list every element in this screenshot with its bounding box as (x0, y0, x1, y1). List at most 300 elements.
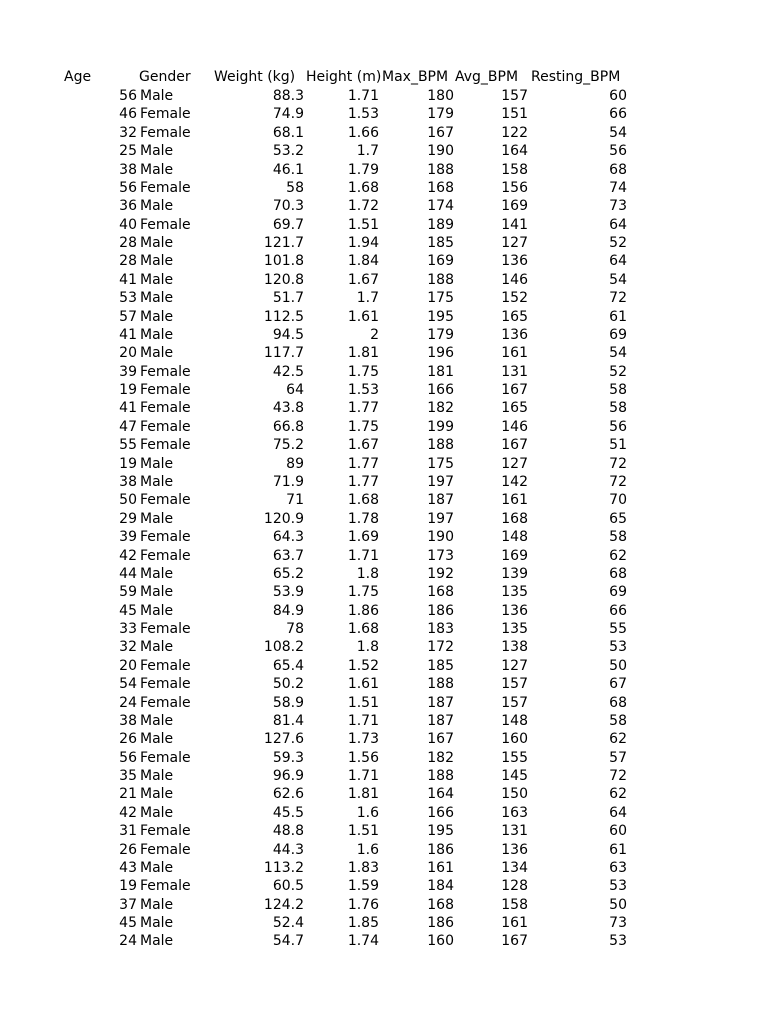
table-row (0, 436, 768, 454)
cell-weight: 84.9 (272, 602, 304, 619)
table-row (0, 841, 768, 859)
cell-resting-bpm: 68 (609, 161, 627, 178)
cell-max-bpm: 160 (427, 933, 454, 950)
table-row (0, 767, 768, 785)
cell-max-bpm: 188 (427, 437, 454, 454)
cell-resting-bpm: 50 (609, 896, 627, 913)
cell-avg-bpm: 167 (501, 933, 528, 950)
cell-avg-bpm: 167 (501, 437, 528, 454)
table-row (0, 657, 768, 675)
cell-gender: Male (140, 235, 174, 252)
cell-height: 1.68 (347, 179, 379, 196)
cell-max-bpm: 187 (427, 712, 454, 729)
table-row (0, 528, 768, 546)
cell-max-bpm: 188 (427, 271, 454, 288)
cell-weight: 94.5 (272, 326, 304, 343)
cell-age: 33 (119, 621, 137, 638)
cell-height: 1.74 (347, 933, 379, 950)
cell-weight: 52.4 (272, 915, 304, 932)
cell-resting-bpm: 69 (609, 584, 627, 601)
table-row (0, 473, 768, 491)
cell-height: 1.56 (347, 749, 379, 766)
cell-resting-bpm: 52 (609, 235, 627, 252)
cell-height: 1.6 (356, 804, 379, 821)
cell-avg-bpm: 161 (501, 915, 528, 932)
table-row (0, 418, 768, 436)
cell-gender: Male (140, 859, 174, 876)
cell-height: 1.94 (347, 235, 379, 252)
cell-resting-bpm: 70 (609, 492, 627, 509)
cell-weight: 101.8 (263, 253, 304, 270)
cell-gender: Female (140, 547, 191, 564)
cell-avg-bpm: 157 (501, 694, 528, 711)
cell-avg-bpm: 122 (501, 124, 528, 141)
cell-resting-bpm: 58 (609, 400, 627, 417)
cell-height: 1.71 (347, 547, 379, 564)
cell-gender: Male (140, 731, 174, 748)
cell-resting-bpm: 54 (609, 271, 627, 288)
cell-max-bpm: 166 (427, 804, 454, 821)
table-row (0, 252, 768, 270)
cell-gender: Male (140, 602, 174, 619)
cell-height: 1.67 (347, 437, 379, 454)
cell-weight: 124.2 (263, 896, 304, 913)
cell-max-bpm: 161 (427, 859, 454, 876)
cell-weight: 54.7 (272, 933, 304, 950)
cell-gender: Female (140, 621, 191, 638)
cell-max-bpm: 187 (427, 694, 454, 711)
cell-max-bpm: 185 (427, 657, 454, 674)
table-row (0, 602, 768, 620)
cell-weight: 64.3 (272, 529, 304, 546)
cell-gender: Male (140, 804, 174, 821)
table-row (0, 914, 768, 932)
cell-age: 26 (119, 841, 137, 858)
cell-resting-bpm: 56 (609, 418, 627, 435)
cell-weight: 66.8 (272, 418, 304, 435)
cell-gender: Female (140, 179, 191, 196)
cell-age: 50 (119, 492, 137, 509)
cell-height: 1.77 (347, 400, 379, 417)
cell-height: 1.6 (356, 841, 379, 858)
cell-height: 1.84 (347, 253, 379, 270)
cell-height: 1.7 (356, 143, 379, 160)
cell-avg-bpm: 161 (501, 492, 528, 509)
table-row (0, 822, 768, 840)
cell-gender: Female (140, 216, 191, 233)
header-max-bpm: Max_BPM (382, 69, 449, 85)
cell-age: 38 (119, 712, 137, 729)
cell-gender: Female (140, 749, 191, 766)
cell-avg-bpm: 146 (501, 271, 528, 288)
cell-avg-bpm: 146 (501, 418, 528, 435)
cell-max-bpm: 186 (427, 915, 454, 932)
cell-resting-bpm: 73 (609, 915, 627, 932)
cell-max-bpm: 166 (427, 382, 454, 399)
cell-max-bpm: 169 (427, 253, 454, 270)
cell-gender: Female (140, 382, 191, 399)
cell-height: 1.75 (347, 418, 379, 435)
cell-gender: Male (140, 345, 174, 362)
cell-age: 20 (119, 657, 137, 674)
cell-resting-bpm: 53 (609, 933, 627, 950)
cell-max-bpm: 186 (427, 602, 454, 619)
table-row (0, 399, 768, 417)
cell-resting-bpm: 58 (609, 529, 627, 546)
cell-resting-bpm: 62 (609, 731, 627, 748)
table-row (0, 510, 768, 528)
cell-gender: Female (140, 124, 191, 141)
cell-height: 1.83 (347, 859, 379, 876)
cell-resting-bpm: 61 (609, 308, 627, 325)
cell-age: 56 (119, 179, 137, 196)
cell-resting-bpm: 65 (609, 510, 627, 527)
cell-age: 26 (119, 731, 137, 748)
cell-height: 2 (370, 326, 379, 343)
cell-resting-bpm: 53 (609, 878, 627, 895)
cell-gender: Male (140, 455, 174, 472)
table-row (0, 638, 768, 656)
cell-max-bpm: 179 (427, 106, 454, 123)
table-row (0, 455, 768, 473)
cell-gender: Male (140, 143, 174, 160)
cell-height: 1.77 (347, 455, 379, 472)
cell-avg-bpm: 131 (501, 363, 528, 380)
cell-age: 56 (119, 749, 137, 766)
cell-age: 35 (119, 768, 137, 785)
table-row (0, 142, 768, 160)
cell-height: 1.71 (347, 768, 379, 785)
cell-height: 1.79 (347, 161, 379, 178)
cell-gender: Female (140, 878, 191, 895)
cell-avg-bpm: 157 (501, 676, 528, 693)
cell-avg-bpm: 142 (501, 473, 528, 490)
cell-resting-bpm: 63 (609, 859, 627, 876)
cell-age: 19 (119, 455, 137, 472)
cell-weight: 69.7 (272, 216, 304, 233)
cell-resting-bpm: 66 (609, 602, 627, 619)
cell-resting-bpm: 73 (609, 198, 627, 215)
cell-avg-bpm: 136 (501, 841, 528, 858)
table-row (0, 877, 768, 895)
cell-gender: Male (140, 786, 174, 803)
cell-avg-bpm: 128 (501, 878, 528, 895)
cell-avg-bpm: 160 (501, 731, 528, 748)
cell-height: 1.7 (356, 290, 379, 307)
table-row (0, 491, 768, 509)
cell-resting-bpm: 57 (609, 749, 627, 766)
cell-max-bpm: 182 (427, 400, 454, 417)
cell-max-bpm: 167 (427, 731, 454, 748)
cell-weight: 120.9 (263, 510, 304, 527)
cell-avg-bpm: 163 (501, 804, 528, 821)
table-row (0, 785, 768, 803)
cell-weight: 68.1 (272, 124, 304, 141)
cell-gender: Female (140, 106, 191, 123)
cell-max-bpm: 195 (427, 823, 454, 840)
cell-max-bpm: 175 (427, 290, 454, 307)
cell-gender: Female (140, 363, 191, 380)
cell-height: 1.67 (347, 271, 379, 288)
cell-avg-bpm: 136 (501, 602, 528, 619)
cell-resting-bpm: 64 (609, 216, 627, 233)
cell-height: 1.71 (347, 712, 379, 729)
cell-weight: 62.6 (272, 786, 304, 803)
cell-age: 39 (119, 363, 137, 380)
cell-resting-bpm: 54 (609, 124, 627, 141)
cell-gender: Male (140, 308, 174, 325)
cell-gender: Female (140, 841, 191, 858)
cell-resting-bpm: 56 (609, 143, 627, 160)
cell-avg-bpm: 165 (501, 308, 528, 325)
cell-age: 53 (119, 290, 137, 307)
cell-height: 1.81 (347, 786, 379, 803)
cell-avg-bpm: 156 (501, 179, 528, 196)
cell-avg-bpm: 145 (501, 768, 528, 785)
cell-height: 1.71 (347, 88, 379, 104)
cell-age: 19 (119, 878, 137, 895)
cell-gender: Male (140, 896, 174, 913)
cell-resting-bpm: 72 (609, 455, 627, 472)
table-row (0, 804, 768, 822)
table-row (0, 932, 768, 950)
cell-avg-bpm: 136 (501, 326, 528, 343)
cell-gender: Male (140, 290, 174, 307)
table-row (0, 547, 768, 565)
cell-weight: 58 (286, 179, 304, 196)
table-row (0, 583, 768, 601)
cell-height: 1.51 (347, 823, 379, 840)
cell-max-bpm: 168 (427, 179, 454, 196)
cell-max-bpm: 189 (427, 216, 454, 233)
cell-height: 1.61 (347, 676, 379, 693)
cell-weight: 89 (286, 455, 304, 472)
cell-gender: Male (140, 712, 174, 729)
cell-weight: 71 (286, 492, 304, 509)
cell-weight: 71.9 (272, 473, 304, 490)
cell-max-bpm: 197 (427, 510, 454, 527)
cell-avg-bpm: 131 (501, 823, 528, 840)
cell-weight: 48.8 (272, 823, 304, 840)
cell-resting-bpm: 72 (609, 290, 627, 307)
cell-max-bpm: 179 (427, 326, 454, 343)
cell-height: 1.66 (347, 124, 379, 141)
cell-gender: Male (140, 510, 174, 527)
cell-avg-bpm: 134 (501, 859, 528, 876)
cell-height: 1.75 (347, 363, 379, 380)
table-row (0, 161, 768, 179)
cell-resting-bpm: 72 (609, 473, 627, 490)
cell-max-bpm: 185 (427, 235, 454, 252)
cell-max-bpm: 186 (427, 841, 454, 858)
table-row (0, 289, 768, 307)
cell-gender: Female (140, 400, 191, 417)
table-row (0, 749, 768, 767)
cell-avg-bpm: 148 (501, 529, 528, 546)
cell-weight: 112.5 (263, 308, 304, 325)
cell-avg-bpm: 151 (501, 106, 528, 123)
cell-avg-bpm: 139 (501, 565, 528, 582)
cell-height: 1.85 (347, 915, 379, 932)
cell-age: 45 (119, 915, 137, 932)
cell-resting-bpm: 62 (609, 786, 627, 803)
table-row (0, 730, 768, 748)
cell-resting-bpm: 72 (609, 768, 627, 785)
cell-age: 21 (119, 786, 137, 803)
cell-age: 39 (119, 529, 137, 546)
cell-resting-bpm: 55 (609, 621, 627, 638)
cell-age: 57 (119, 308, 137, 325)
cell-age: 28 (119, 253, 137, 270)
cell-max-bpm: 192 (427, 565, 454, 582)
cell-weight: 108.2 (263, 639, 304, 656)
cell-avg-bpm: 150 (501, 786, 528, 803)
cell-resting-bpm: 51 (609, 437, 627, 454)
cell-gender: Male (140, 915, 174, 932)
cell-resting-bpm: 54 (609, 345, 627, 362)
cell-avg-bpm: 148 (501, 712, 528, 729)
table-row (0, 197, 768, 215)
table-row (0, 712, 768, 730)
cell-weight: 65.4 (272, 657, 304, 674)
table-row (0, 308, 768, 326)
cell-resting-bpm: 52 (609, 363, 627, 380)
cell-max-bpm: 181 (427, 363, 454, 380)
cell-max-bpm: 168 (427, 896, 454, 913)
cell-height: 1.53 (347, 106, 379, 123)
cell-resting-bpm: 64 (609, 253, 627, 270)
cell-weight: 65.2 (272, 565, 304, 582)
cell-age: 41 (119, 400, 137, 417)
cell-avg-bpm: 161 (501, 345, 528, 362)
cell-age: 24 (119, 933, 137, 950)
cell-gender: Male (140, 473, 174, 490)
cell-gender: Male (140, 639, 174, 656)
cell-resting-bpm: 69 (609, 326, 627, 343)
cell-height: 1.81 (347, 345, 379, 362)
table-row (0, 859, 768, 877)
cell-weight: 45.5 (272, 804, 304, 821)
cell-height: 1.78 (347, 510, 379, 527)
cell-avg-bpm: 127 (501, 455, 528, 472)
cell-resting-bpm: 66 (609, 106, 627, 123)
cell-avg-bpm: 158 (501, 896, 528, 913)
cell-avg-bpm: 169 (501, 547, 528, 564)
cell-max-bpm: 188 (427, 768, 454, 785)
cell-max-bpm: 168 (427, 584, 454, 601)
cell-height: 1.68 (347, 621, 379, 638)
cell-height: 1.51 (347, 216, 379, 233)
table-row (0, 87, 768, 105)
cell-avg-bpm: 141 (501, 216, 528, 233)
cell-gender: Male (140, 271, 174, 288)
cell-avg-bpm: 152 (501, 290, 528, 307)
cell-resting-bpm: 60 (609, 88, 627, 104)
cell-weight: 60.5 (272, 878, 304, 895)
cell-height: 1.73 (347, 731, 379, 748)
cell-max-bpm: 167 (427, 124, 454, 141)
cell-age: 20 (119, 345, 137, 362)
cell-max-bpm: 196 (427, 345, 454, 362)
cell-weight: 74.9 (272, 106, 304, 123)
cell-max-bpm: 187 (427, 492, 454, 509)
cell-height: 1.72 (347, 198, 379, 215)
cell-age: 37 (119, 896, 137, 913)
cell-age: 45 (119, 602, 137, 619)
cell-avg-bpm: 135 (501, 621, 528, 638)
cell-height: 1.59 (347, 878, 379, 895)
cell-age: 41 (119, 326, 137, 343)
cell-weight: 113.2 (263, 859, 304, 876)
cell-gender: Female (140, 694, 191, 711)
cell-avg-bpm: 165 (501, 400, 528, 417)
cell-age: 32 (119, 124, 137, 141)
cell-weight: 46.1 (272, 161, 304, 178)
cell-height: 1.8 (356, 639, 379, 656)
cell-weight: 43.8 (272, 400, 304, 417)
cell-age: 44 (119, 565, 137, 582)
cell-avg-bpm: 158 (501, 161, 528, 178)
cell-height: 1.53 (347, 382, 379, 399)
cell-height: 1.75 (347, 584, 379, 601)
cell-resting-bpm: 61 (609, 841, 627, 858)
cell-weight: 70.3 (272, 198, 304, 215)
cell-weight: 53.2 (272, 143, 304, 160)
table-row (0, 620, 768, 638)
cell-weight: 117.7 (263, 345, 304, 362)
cell-resting-bpm: 74 (609, 179, 627, 196)
cell-weight: 42.5 (272, 363, 304, 380)
cell-max-bpm: 164 (427, 786, 454, 803)
cell-gender: Male (140, 565, 174, 582)
cell-age: 41 (119, 271, 137, 288)
cell-age: 29 (119, 510, 137, 527)
table-row (0, 234, 768, 252)
cell-age: 38 (119, 473, 137, 490)
cell-avg-bpm: 164 (501, 143, 528, 160)
cell-height: 1.52 (347, 657, 379, 674)
table-row (0, 179, 768, 197)
cell-resting-bpm: 67 (609, 676, 627, 693)
cell-age: 55 (119, 437, 137, 454)
cell-max-bpm: 184 (427, 878, 454, 895)
cell-weight: 64 (286, 382, 304, 399)
cell-height: 1.8 (356, 565, 379, 582)
cell-max-bpm: 197 (427, 473, 454, 490)
cell-avg-bpm: 167 (501, 382, 528, 399)
cell-resting-bpm: 68 (609, 694, 627, 711)
cell-weight: 127.6 (263, 731, 304, 748)
cell-weight: 78 (286, 621, 304, 638)
cell-height: 1.51 (347, 694, 379, 711)
cell-max-bpm: 199 (427, 418, 454, 435)
cell-weight: 58.9 (272, 694, 304, 711)
cell-height: 1.68 (347, 492, 379, 509)
cell-max-bpm: 195 (427, 308, 454, 325)
cell-resting-bpm: 53 (609, 639, 627, 656)
cell-max-bpm: 182 (427, 749, 454, 766)
cell-height: 1.77 (347, 473, 379, 490)
cell-max-bpm: 190 (427, 529, 454, 546)
cell-weight: 81.4 (272, 712, 304, 729)
cell-avg-bpm: 127 (501, 657, 528, 674)
cell-gender: Male (140, 253, 174, 270)
cell-age: 19 (119, 382, 137, 399)
cell-age: 56 (119, 88, 137, 104)
cell-age: 59 (119, 584, 137, 601)
header-row (0, 68, 768, 86)
cell-age: 42 (119, 547, 137, 564)
